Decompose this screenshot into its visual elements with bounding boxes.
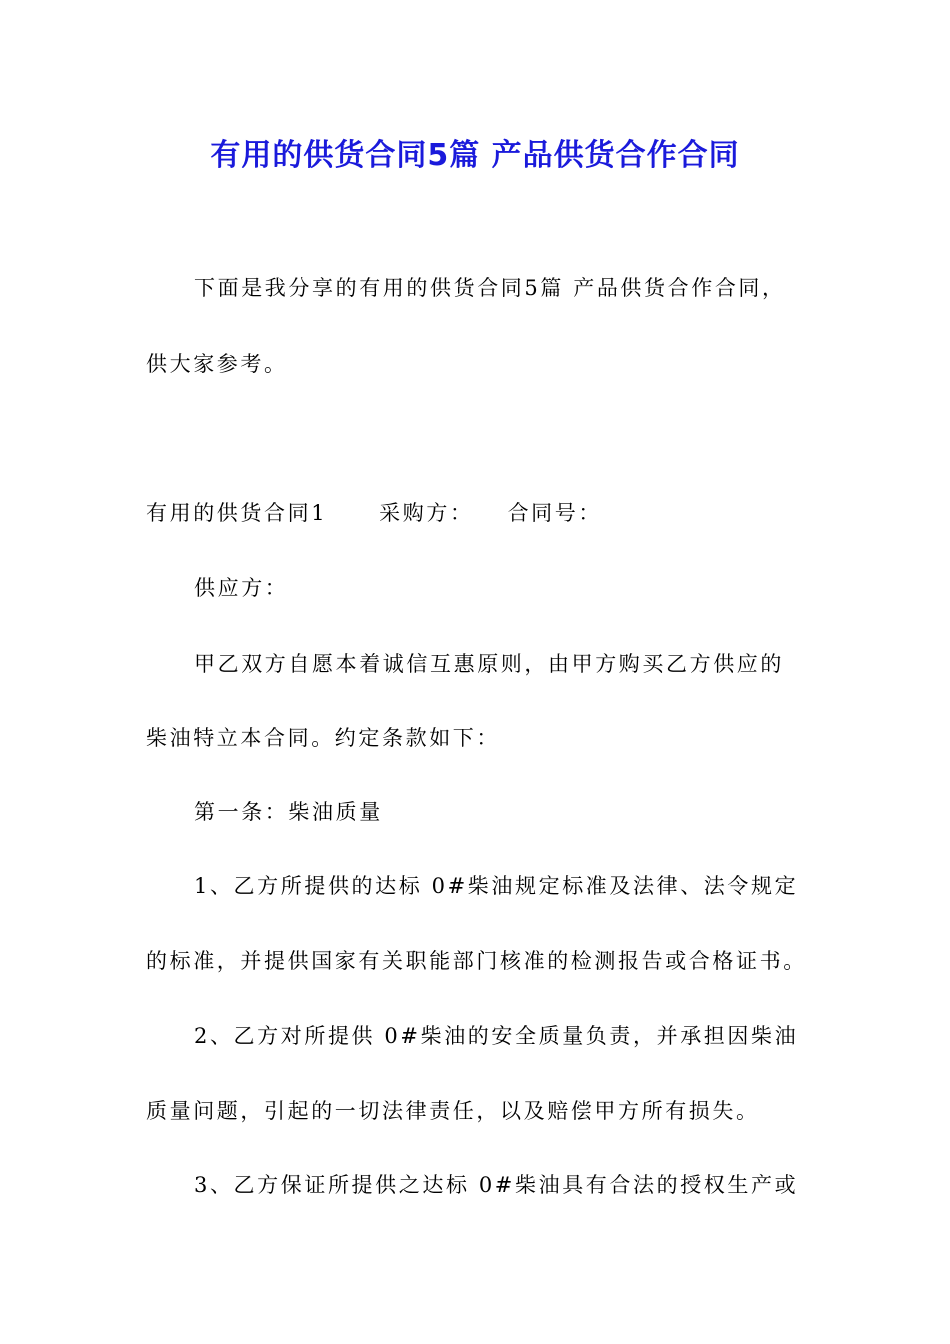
clause-1-line-1: 1、乙方所提供的达标 0#柴油规定标准及法律、法令规定 xyxy=(194,874,799,898)
clause-2-line-1: 2、乙方对所提供 0#柴油的安全质量负责，并承担因柴油 xyxy=(194,1024,799,1048)
intro-line-1: 下面是我分享的有用的供货合同5篇 产品供货合作合同， xyxy=(194,276,786,300)
document-title: 有用的供货合同5篇 产品供货合作合同 xyxy=(210,138,740,173)
contract-header xyxy=(146,497,602,527)
intro-line-2: 供大家参考。 xyxy=(146,352,288,376)
clause-2-line-2: 质量问题，引起的一切法律责任，以及赔偿甲方所有损失。 xyxy=(146,1099,760,1123)
article-1-heading: 第一条：柴油质量 xyxy=(194,800,383,824)
clause-3-line-1: 3、乙方保证所提供之达标 0#柴油具有合法的授权生产或 xyxy=(194,1173,799,1197)
contract-number-label: 合同号： xyxy=(507,501,602,525)
contract-name: 有用的供货合同1 xyxy=(146,501,328,525)
supplier-label: 供应方： xyxy=(194,576,289,600)
preamble-line-2: 柴油特立本合同。约定条款如下： xyxy=(146,726,500,750)
preamble-line-1: 甲乙双方自愿本着诚信互惠原则，由甲方购买乙方供应的 xyxy=(194,652,784,676)
clause-1-line-2: 的标准，并提供国家有关职能部门核准的检测报告或合格证书。 xyxy=(146,949,807,973)
buyer-label: 采购方： xyxy=(379,501,474,525)
